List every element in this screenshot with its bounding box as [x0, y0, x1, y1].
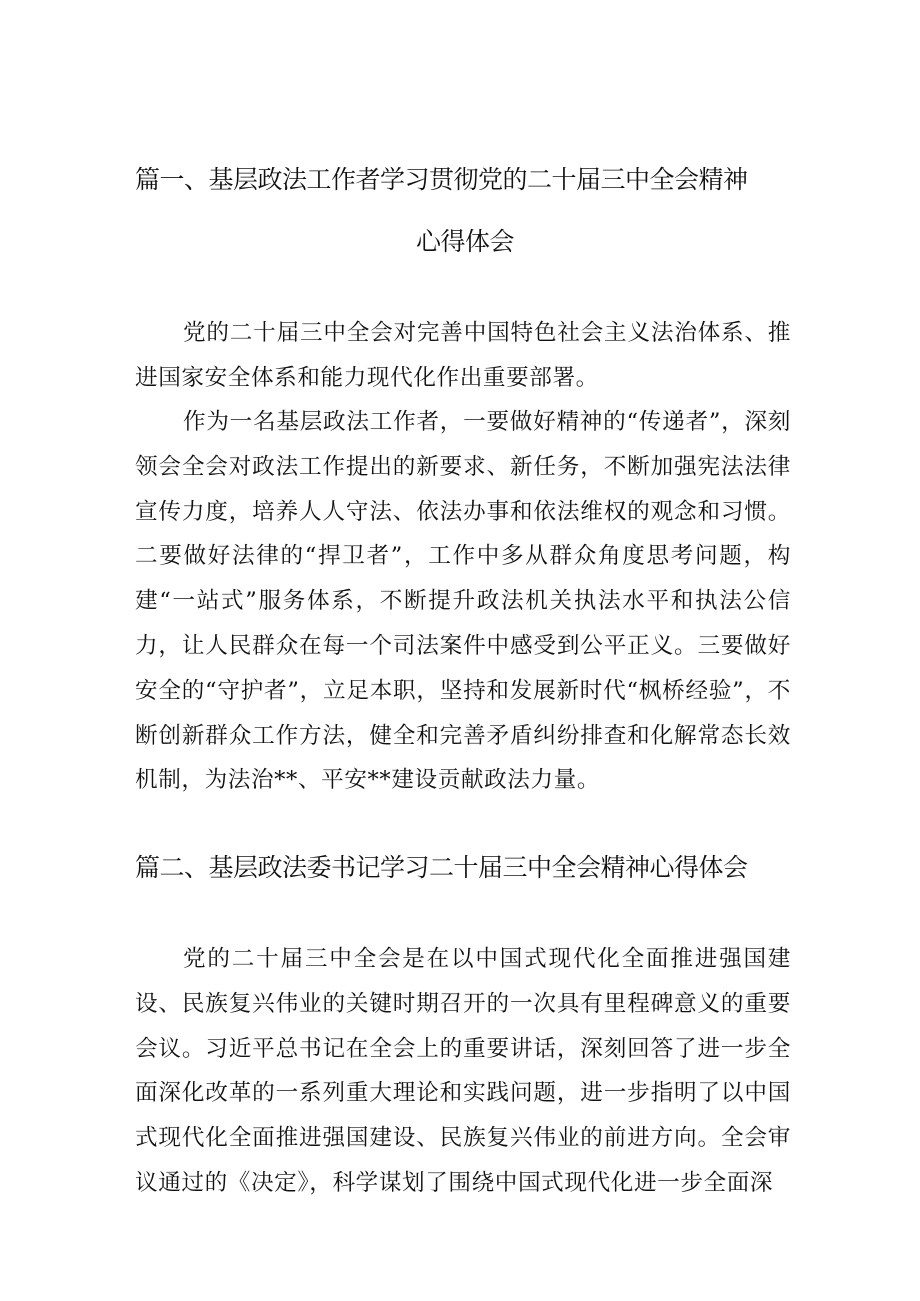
article-1-title-line-2: 心得体会: [416, 227, 515, 256]
article-2-title: 篇二、基层政法委书记学习二十届三中全会精神心得体会: [135, 853, 748, 882]
article-1-paragraph-1: 党的二十届三中全会对完善中国特色社会主义法治体系、推进国家安全体系和能力现代化作出重要部署。: [135, 320, 791, 391]
article-2-paragraph-1: 党的二十届三中全会是在以中国式现代化全面推进强国建设、民族复兴伟业的关键时期召开的一次具有里程碑意义的重要会议。习近平总书记在全会上的重要讲话，深刻回答了进一步全面深化改革的一系列重大理论和实践问题，进一步指明了以中国式现代化全面推进强国建设、民族复兴伟业的前进方向。全会审议通过的《决定》，科学谋划了围绕中国式现代化进一步全面深: [135, 946, 791, 1196]
article-1-paragraph-2: 作为一名基层政法工作者，一要做好精神的“传递者”，深刻领会全会对政法工作提出的新要求、新任务，不断加强宪法法律宣传力度，培养人人守法、依法办事和依法维权的观念和习惯。二要做好法律的“捍卫者”，工作中多从群众角度思考问题，构建“一站式”服务体系，不断提升政法机关执法水平和执法公信力，让人民群众在每一个司法案件中感受到公平正义。三要做好安全的“守护者”，立足本职，坚持和发展新时代“枫桥经验”，不断创新群众工作方法，健全和完善矛盾纠纷排查和化解常态长效机制，为法治**、平安**建设贡献政法力量。: [135, 409, 791, 794]
article-1-title-line-1: 篇一、基层政法工作者学习贯彻党的二十届三中全会精神: [135, 165, 748, 194]
